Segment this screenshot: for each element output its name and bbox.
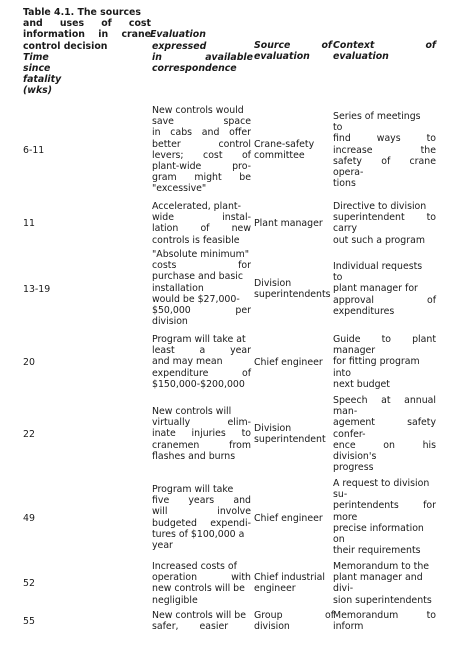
source-cell [254, 218, 334, 229]
time-header-line: Time [23, 51, 49, 63]
cell-line: flashes and burns [152, 450, 236, 462]
cell-line: New controls would [152, 105, 244, 116]
cell-line: better control [152, 138, 251, 150]
context-cell [333, 610, 436, 632]
time-cell: 6-11 [23, 145, 45, 156]
cell-line: expenditure of [152, 367, 251, 379]
cell-line: operation with [152, 572, 251, 584]
caption-line: and uses of cost [23, 18, 151, 30]
time-header-line: since [23, 63, 51, 75]
cell-line: Division [254, 278, 292, 289]
cell-line: Memorandum to [333, 610, 436, 621]
cell-line: budgeted expendi- [152, 517, 251, 529]
cell-line: agement safety [333, 417, 436, 429]
source-cell [254, 278, 334, 300]
cell-line: perintendents for [333, 500, 436, 512]
cell-line: new controls will be [152, 583, 245, 595]
cell-line: in cabs and offer [152, 127, 251, 139]
cell-line: for fitting program [333, 356, 420, 368]
evaluation-column-header [152, 7, 253, 74]
cell-line: purchase and basic [152, 271, 243, 283]
cell-line: out such a program [333, 234, 425, 246]
time-column-header [23, 52, 151, 97]
cell-line: division [254, 621, 290, 633]
cell-line: Increased costs of [152, 561, 237, 572]
cell-line: superintendent to [333, 212, 436, 224]
time-cell: 13-19 [23, 284, 51, 295]
cell-line: Plant manager [254, 218, 323, 229]
cell-line: opera- [333, 167, 364, 179]
cell-line: man- [333, 406, 358, 418]
evaluation-cell [152, 610, 251, 632]
cell-line: least a year [152, 345, 251, 357]
cell-line: precise information [333, 522, 424, 534]
cell-line: next budget [333, 378, 390, 390]
cell-line: Memorandum to the [333, 561, 430, 572]
source-column-header [254, 40, 332, 62]
time-cell: 52 [23, 578, 35, 589]
source-cell [254, 139, 334, 161]
cell-line: superintendents [254, 289, 331, 301]
evaluation-header-line: expressed [152, 40, 207, 52]
evaluation-cell [152, 201, 251, 246]
cell-line: A request to division [333, 478, 430, 489]
context-cell [333, 111, 436, 189]
cell-line: inform [333, 621, 364, 633]
cell-line: on [333, 534, 345, 546]
cell-line: more [333, 511, 358, 523]
time-cell: 22 [23, 429, 35, 440]
cell-line: cranemen from [152, 439, 251, 451]
context-header-line: evaluation [333, 51, 389, 63]
cell-line: New controls will be [152, 610, 246, 621]
cell-line: engineer [254, 583, 296, 595]
cell-line: progress [333, 462, 374, 474]
cell-line: tures of $100,000 a [152, 528, 245, 540]
cell-line: carry [333, 223, 357, 235]
cell-line: to [333, 122, 343, 134]
context-cell [333, 395, 436, 473]
context-cell [333, 561, 436, 606]
cell-line: expenditures [333, 305, 395, 317]
cell-line: divi- [333, 583, 354, 595]
cell-line: find ways to [333, 133, 436, 145]
cell-line: su- [333, 489, 348, 501]
evaluation-header-line: in available [152, 51, 253, 63]
cell-line: Speech at annual [333, 395, 436, 406]
cell-line: Group of [254, 610, 334, 621]
cell-line: division [152, 316, 188, 328]
context-cell [333, 261, 436, 317]
cell-line: levers; cost of [152, 149, 251, 161]
cell-line: gram might be [152, 172, 251, 184]
cell-line: division's [333, 451, 377, 463]
context-column-header [333, 40, 436, 62]
cell-line: New controls will [152, 406, 232, 417]
cell-line: $150,000-$200,000 [152, 378, 245, 390]
context-cell [333, 478, 436, 556]
cell-line: Division [254, 423, 292, 434]
evaluation-cell [152, 334, 251, 390]
cell-line: virtually elim- [152, 417, 251, 429]
cell-line: Directive to division [333, 201, 427, 212]
cell-line: Individual requests [333, 261, 423, 272]
source-cell [254, 572, 334, 594]
cell-line: Guide to plant [333, 334, 436, 345]
source-cell [254, 513, 334, 524]
cell-line: $50,000 per [152, 305, 251, 317]
evaluation-cell [152, 406, 251, 462]
cell-line: their requirements [333, 545, 421, 557]
cell-line: Program will take at [152, 334, 246, 345]
cell-line: lation of new [152, 223, 251, 235]
evaluation-cell [152, 249, 251, 327]
cell-line: increase the [333, 144, 436, 156]
cell-line: Accelerated, plant- [152, 201, 241, 212]
source-header-line: Source of [254, 40, 332, 51]
context-cell [333, 334, 436, 390]
evaluation-header-line: correspondence [152, 63, 237, 75]
cell-line: "excessive" [152, 183, 207, 195]
cell-line: will involve [152, 506, 251, 518]
cell-line: five years and [152, 495, 251, 507]
caption-line: information in crane [23, 29, 151, 41]
time-cell: 55 [23, 616, 35, 627]
cell-line: safety of crane [333, 155, 436, 167]
source-cell [254, 423, 334, 445]
cell-line: Series of meetings [333, 111, 421, 122]
cell-line: tions [333, 178, 356, 190]
cell-line: to [333, 272, 343, 284]
time-cell: 49 [23, 513, 35, 524]
time-cell: 20 [23, 357, 35, 368]
cell-line: Chief engineer [254, 513, 323, 524]
cell-line: superintendent [254, 434, 326, 446]
cell-line: confer- [333, 428, 366, 440]
table-caption [23, 7, 151, 97]
source-cell [254, 610, 334, 632]
source-header-line: evaluation [254, 51, 310, 63]
source-cell [254, 357, 334, 368]
cell-line: ence on his [333, 439, 436, 451]
time-header-line: (wks) [23, 85, 53, 97]
cell-line: sion superintendents [333, 594, 432, 606]
cell-line: negligible [152, 594, 198, 606]
caption-line: Table 4.1. The sources [23, 7, 141, 18]
cell-line: save space [152, 116, 251, 128]
cell-line: committee [254, 150, 305, 162]
caption-line: control decision [23, 40, 108, 52]
cell-line: plant manager and [333, 572, 423, 584]
context-header-line: Context of [333, 40, 436, 51]
cell-line: manager [333, 345, 376, 357]
cell-line: would be $27,000- [152, 293, 240, 305]
cell-line: plant manager for [333, 283, 418, 295]
cell-line: safer, easier [152, 621, 229, 633]
cell-line: installation [152, 282, 204, 294]
cell-line: Crane-safety [254, 139, 315, 150]
evaluation-header-line: Evaluation [150, 29, 206, 41]
cell-line: into [333, 367, 351, 379]
cell-line: Chief engineer [254, 357, 323, 368]
cell-line: approval of [333, 294, 436, 306]
cell-line: wide instal- [152, 212, 251, 224]
cell-line: year [152, 540, 173, 552]
cell-line: costs for [152, 260, 251, 272]
time-cell: 11 [23, 218, 35, 229]
cell-line: Chief industrial [254, 572, 325, 583]
context-cell [333, 201, 436, 246]
evaluation-cell [152, 484, 251, 551]
cell-line: and may mean [152, 356, 223, 368]
evaluation-cell [152, 105, 251, 195]
cell-line: "Absolute minimum" [152, 249, 250, 260]
cell-line: Program will take [152, 484, 234, 495]
time-header-line: fatality [23, 74, 62, 86]
cell-line: plant-wide pro- [152, 161, 251, 173]
cell-line: controls is feasible [152, 234, 240, 246]
evaluation-cell [152, 561, 251, 606]
cell-line: inate injuries to [152, 428, 251, 440]
